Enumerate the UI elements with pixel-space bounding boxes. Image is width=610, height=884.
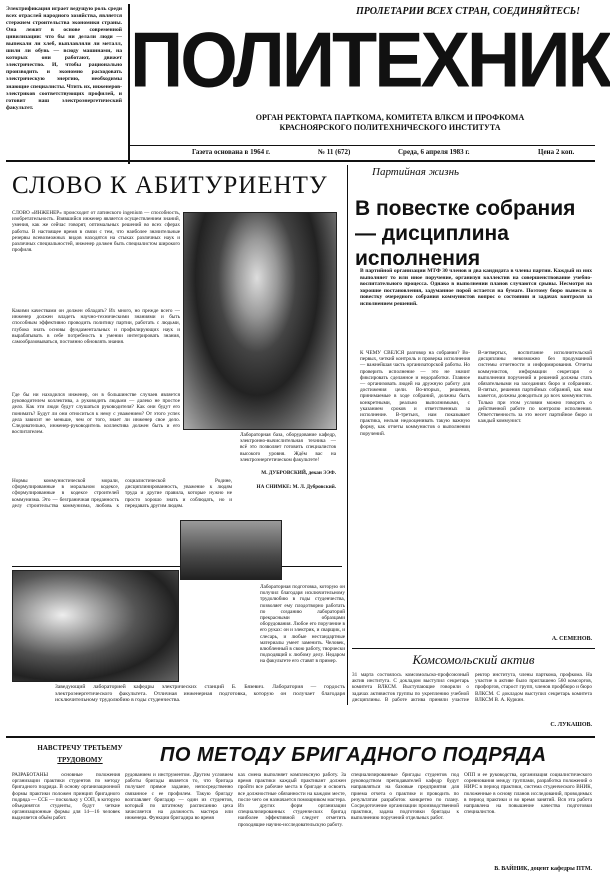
- issue-date: Среда, 6 апреля 1983 г.: [398, 148, 470, 156]
- komsomol-body: 31 марта состоялось комсомольско-профсоюзный актив института. С докладом выступил секретарь комитета ВЛКСМ. Выступающие говорили о задачах активистов группы по укреплению учебной дисциплины. В работе актива приняли участие ректор института, члены парткома, профкома. На участие в активе было приглашено 560 комсоргов, профоргов, старост групп, членов профбюро и бюро ВЛКСМ. С докладом выступил секретарь комитета ВЛКСМ В. А. Куркин.: [352, 672, 592, 703]
- brigade-col-4: специализированные бригады студентов под руководством преподавателей кафедр будут направляться на базовые предприятия для приема отчета о практике и проводить по результатам разработок конкретно по плану. Сосредоточение организации производственной практики, задача подготовки бригады к выполнению поручений отдельных работ.: [351, 772, 459, 822]
- masthead-title: ПОЛИТЕХНИК: [130, 15, 610, 104]
- brigade-col-3: ках смена выполняет комплексную работу. За время практики каждый практикант должен пройти все рабочие места в бригаде и освоить все должностные обязанности на каждом месте, после чего он назначается помощником мастера. Из других форм организации специализированных студенческих бригад наиболее эффективной следует отметить проходящие научно-исследовательскую работу.: [238, 772, 346, 828]
- lab-rule: [12, 566, 342, 567]
- lab-photo: [12, 570, 179, 682]
- komsomol-rule: [352, 648, 595, 649]
- komsomol-signature: С. ЛУКАШОВ.: [550, 722, 592, 728]
- masthead-rule-top: [130, 145, 595, 146]
- brigade-col-1: РАЗРАБОТАНЫ основные положения организации практики студентов по методу бригадного подряда. В основу организационной формы практики положен принцип бригадного подряда — ССБ — поскольку у СОП, в которую объединятся студенты, будут четкие организационные формы для 14—16 человек выделяется объём работ.: [12, 772, 120, 822]
- abit-headline: СЛОВО К АБИТУРИЕНТУ: [12, 172, 328, 199]
- party-rubric: Партийная жизнь: [372, 166, 460, 178]
- komsomol-rubric: Комсомольский актив: [412, 652, 535, 667]
- org-line-2: КРАСНОЯРСКОГО ПОЛИТЕХНИЧЕСКОГО ИНСТИТУТА: [279, 123, 501, 132]
- brigade-col-2: рудованием и инструментом. Другим условием работы бригады является то, что бригада получает прямое задание, непосредственно связанное с ее профилем. Такую бригаду возглавляет бригадир — один из студентов, который по штатному расписанию цеха зачисляется на должность мастера или инженера. Функции бригадира во время: [125, 772, 233, 822]
- brigade-rubric-2: ТРУДОВОМУ: [57, 756, 103, 764]
- party-col-1: К ЧЕМУ СВЕЛСЯ разговор на собрании? Во-первых, четкий контроль и проверка исполнения — важнейшая часть организаторской работы. Но проверить исполнение — это не значит фиксировать сделанное и недоработки. Главное — организовать людей на дружную работу для достижения цели. Во-вторых, решения, принимаемые в ходе собраний, должны быть конкретными, реально выполнимыми, с указанием сроков и ответственных за исполнение. В-третьих, нам показывает практика, нельзя недооценивать такую важную форму, как отчеты коммунистов о выполнении поручений.: [360, 350, 470, 437]
- price: Цена 2 коп.: [538, 148, 575, 156]
- brigade-signature: В. ВАЙНИК, доцент кафедры ПТМ.: [494, 866, 592, 872]
- brigade-rubric-1: НАВСТРЕЧУ ТРЕТЬЕМУ: [37, 744, 123, 752]
- lab-body: Лабораторная подготовка, которую он получил благодаря исключительному трудолюбию в годы студенчества, позволяет ему плодотворно работать по созданию лабораторий прекрасными образцами оборудования. Любое его поручение в его руках: он и электрик, и сварщик, и слесарь, и любые нестандартные материалы умеет заменить. Человек, влюбленный в свою работу, творчески подходящий к любому делу. Недаром на факультете его ставят в пример.: [260, 584, 345, 665]
- party-signature: А. СЕМЕНОВ.: [551, 636, 592, 642]
- org-line-1: ОРГАН РЕКТОРАТА ПАРТКОМА, КОМИТЕТА ВЛКСМ И ПРОФКОМА: [255, 113, 525, 122]
- party-lead: В партийной организации МТФ 30 членов и два кандидата в члены партии. Каждый из них выполняет то или иное поручение, организуя коллектив на совершенствование учебно-воспитательного процесса. Однако в выполнении планов случаются срывы. Несмотря на хорошие постановления, задуманное порой остается на бумаге. Поэтому бюро вынесло в повестку очередного собрания коммунистов вопрос о состоянии и задачах контроля за исполнением решений.: [360, 268, 592, 307]
- abit-body-4: Нормы коммунистической морали, сформулированные в моральном кодексе, сформулированные в кодексе строителей коммунизма. Это — безграничная преданность делу строительства коммунизма, любовь к социалистической Родине, дисциплинированность, уважение к людям труда и другие правила, которые нужно не просто хорошо знать и соблюдать, но и передавать другим людям.: [12, 478, 232, 509]
- lab-caption: Заведующий лабораторией кафедры электрических станций Б. Бязевич. Лаборатория — гордость электроэнергетического факультета. Отличная инженерная подготовка, которую он получает благодаря исключительному трудолюбию в годы студенчества.: [55, 684, 345, 704]
- masthead-rule-bottom: [6, 160, 595, 162]
- column-divider: [347, 165, 348, 705]
- brigade-headline: ПО МЕТОДУ БРИГАДНОГО ПОДРЯДА: [160, 744, 547, 766]
- abit-body-2: Какими качествами он должен обладать? Их много, но прежде всего — инженер должен владеть научно-техническими знаниями и быть способным эффективно проводить политику партии, работать с людьми, глубоко знать основы фундаментальных и профилирующих наук и вырабатывать в себе потребность в умении интегрировать знания, самообразовываться, постоянно обновлять знания.: [12, 308, 180, 346]
- slogan: ПРОЛЕТАРИИ ВСЕХ СТРАН, СОЕДИНЯЙТЕСЬ!: [355, 6, 580, 17]
- abit-photo-caption: НА СНИМКЕ: М. Л. Дубровский.: [256, 484, 336, 490]
- abit-body-5: Лабораторная база, оборудование кафедр, электронно-вычислительная техника — всё это позволяет готовить специалистов высокого уровня. Ждём вас на электроэнергетическом факультете!: [240, 432, 336, 463]
- party-col-2: В-четвертых, воспитание исполнительской дисциплины невозможно без продуманной системы отчетности и информирования. Отчеты коммунистов, информации секретаря о выполнении поручений и решений должны стать обязательными на заседаниях бюро и собраниях. В-пятых, решения партийных собраний, как нам кажется, должны доводиться до всех коммунистов. Только при этом условии можно говорить о действенной работе по контролю исполнения. Ответственность за это несет партийное бюро и каждый коммунист.: [478, 350, 592, 425]
- brigade-col-5: ОПП и ее руководства, организация социалистического соревнования между группами, разработка положений о НИРС в период практики, система студенческого ВНИК, положенные в основу планов исследований, проводимых в период практики и во время занятий. Вся эта работа направлена на повышение качества подготовки специалистов.: [464, 772, 592, 816]
- abit-body-3: Где бы ни находился инженер, он в большинстве случаев является руководителем коллектива, а руководить людьми — далеко не простое дело. Как эти люди будут слушаться руководителя? Как они будут его понимать? Будут ли они относиться к нему с уважением? От этого успех дела зависит не меньше, чем от того, знает ли инженер свое дело. Следовательно, инженер-руководитель коллектива должен быть и его воспитателем.: [12, 392, 180, 436]
- dubrovsky-photo: [183, 212, 337, 430]
- abit-body-1: СЛОВО «ИНЖЕНЕР» происходит от латинского ingenium — способность, изобретательность. Взявшийся инженер является осуществлением знаний, умения, как же сейчас говорят, оптимальных решений во всех сферах работы. В настоящее время в связи с тем, что наиболее значительные резервы всевозможных видов находятся на стыках различных наук и различных специальностей, инженер должен быть специалистом широкого профиля.: [12, 210, 180, 254]
- issue-number: № 11 (672): [318, 148, 351, 156]
- founded-line: Газета основана в 1964 г.: [192, 148, 270, 156]
- lab-equipment-photo: [180, 520, 282, 580]
- party-headline: В повестке собрания — дисциплина исполнения: [355, 197, 576, 270]
- brigade-rule: [6, 736, 595, 738]
- abit-signature: М. ДУБРОВСКИЙ, декан ЭЭФ.: [261, 470, 336, 476]
- sidebar-quote: Электрификация играет ведущую роль среди всех отраслей народного хозяйства, является стержнем строительства экономики страны. Она лежит в основе современной цивилизации: что бы ни делали люди — выпекали ли хлеб, выплавляли ли металл, шили ли обувь — всюду машинами, на которых они работают, движет электричество. И, чтобы рационально производить и экономно расходовать электрическую энергию, необходимы знающие специалисты. Чтить их, инженеров-электриков соответствующих профилей, и готовит наш электроэнергетический факультет.: [6, 6, 122, 111]
